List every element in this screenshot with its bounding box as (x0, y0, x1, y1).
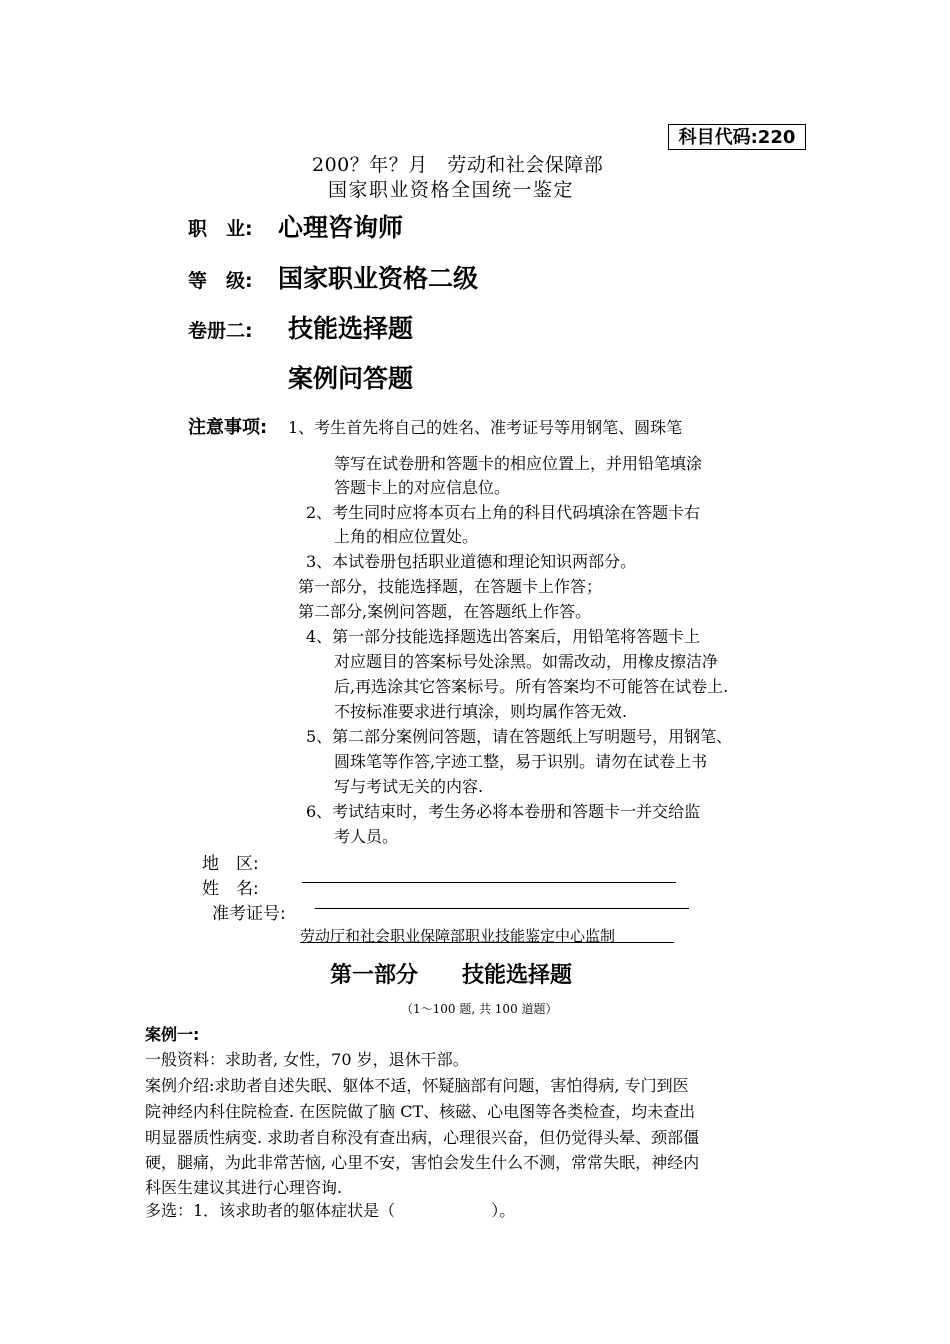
case-line: 一般资料：求助者, 女性，70 岁，退休干部。 (145, 1050, 469, 1069)
level-label: 等 级: (188, 270, 253, 292)
name-label: 姓 名: (202, 879, 259, 899)
region-label: 地 区: (202, 854, 259, 874)
name-input-line[interactable] (302, 882, 676, 883)
supervision-note: 劳动厅和社会职业保障部职业技能鉴定中心监制 (300, 927, 616, 945)
notice-line: 4、第一部分技能选择题选出答案后，用铅笔将答题卡上 (306, 627, 701, 646)
notice-line: 上角的相应位置处。 (334, 527, 479, 546)
case-line: 科医生建议其进行心理咨询. (145, 1178, 343, 1197)
notice-line: 答题卡上的对应信息位。 (334, 478, 511, 497)
case-line: 案例介绍:求助者自述失眠、躯体不适，怀疑脑部有问题，害怕得病, 专门到医 (145, 1076, 689, 1095)
exam-id-label: 准考证号: (212, 904, 286, 924)
case-heading: 案例一: (145, 1025, 200, 1044)
part-title: 第一部分 技能选择题 (330, 963, 573, 988)
volume-label: 卷册二: (188, 320, 253, 342)
notice-label: 注意事项: (188, 417, 268, 438)
level-value: 国家职业资格二级 (278, 264, 479, 293)
occupation-value: 心理咨询师 (278, 213, 404, 242)
notice-line: 写与考试无关的内容. (334, 777, 484, 796)
notice-line: 后,再选涂其它答案标号。所有答案均不可能答在试卷上. (334, 677, 729, 696)
notice-line: 考人员。 (334, 827, 399, 846)
notice-line: 3、本试卷册包括职业道德和理论知识两部分。 (306, 552, 637, 571)
case-line: 院神经内科住院检查. 在医院做了脑 CT、核磁、心电图等各类检查，均未查出 (145, 1102, 696, 1121)
notice-line: 不按标准要求进行填涂，则均属作答无效. (334, 702, 628, 721)
notice-line: 第一部分，技能选择题，在答题卡上作答； (298, 577, 603, 596)
case-line: 硬，腿痛，为此非常苦恼, 心里不安，害怕会发生什么不测，常常失眠，神经内 (145, 1153, 700, 1172)
volume-value-2: 案例问答题 (288, 364, 414, 393)
occupation-label: 职 业: (188, 218, 253, 240)
notice-line: 第二部分,案例问答题，在答题纸上作答。 (298, 602, 592, 621)
notice-line: 对应题目的答案标号处涂黑。如需改动，用橡皮擦洁净 (334, 652, 719, 671)
notice-line: 5、第二部分案例问答题，请在答题纸上写明题号，用钢笔、 (306, 727, 733, 746)
question-1-end: ）。 (491, 1201, 516, 1220)
case-line: 明显器质性病变. 求助者自称没有查出病，心理很兴奋，但仍觉得头晕、颈部僵 (145, 1128, 700, 1147)
subject-code-box: 科目代码:220 (668, 124, 806, 150)
volume-value-1: 技能选择题 (288, 314, 414, 343)
notice-line: 圆珠笔等作答,字迹工整，易于识别。请勿在试卷上书 (334, 752, 708, 771)
notice-line: 等写在试卷册和答题卡的相应位置上，并用铅笔填涂 (334, 454, 703, 473)
notice-line: 2、考生同时应将本页右上角的科目代码填涂在答题卡右 (306, 503, 701, 522)
exam-id-input-line[interactable] (315, 908, 689, 909)
divider (300, 942, 674, 943)
question-1 (145, 1198, 515, 1221)
header-line-1: 200？年？月 劳动和社会保障部 (312, 154, 604, 176)
header-line-2: 国家职业资格全国统一鉴定 (328, 179, 575, 201)
notice-line: 1、考生首先将自己的姓名、准考证号等用钢笔、圆珠笔 (288, 418, 683, 437)
notice-line: 6、考试结束时，考生务必将本卷册和答题卡一并交给监 (306, 802, 701, 821)
question-1-text: 多选：1．该求助者的躯体症状是（ (145, 1201, 396, 1220)
part-subtitle: （1～100 题, 共 100 道题） (401, 1002, 558, 1016)
